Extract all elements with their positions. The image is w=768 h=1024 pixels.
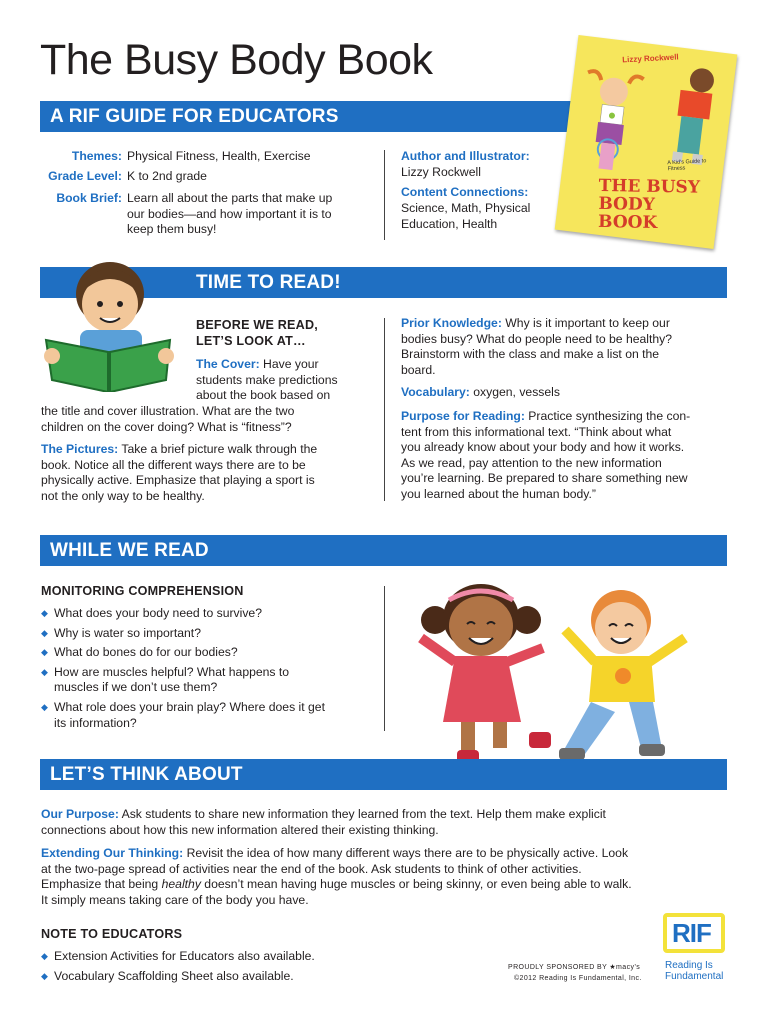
vocabulary-line: Vocabulary: oxygen, vessels xyxy=(401,385,560,399)
reading-child-illustration xyxy=(38,252,178,392)
rif-tagline: Reading Is Fundamental xyxy=(665,960,724,982)
list-item: ◆ What role does your brain play? Where does it get its information? xyxy=(41,700,371,731)
cover-title: THE BUSY BODY BOOK xyxy=(597,175,701,233)
note-list xyxy=(41,949,441,988)
list-item: ◆ Vocabulary Scaffolding Sheet also available. xyxy=(41,969,441,985)
divider xyxy=(384,318,385,501)
cover-paragraph-top: The Cover: Have your students make predictions about the book based on xyxy=(196,357,338,403)
divider xyxy=(384,586,385,731)
before-heading: BEFORE WE READ, LET’S LOOK AT… xyxy=(196,318,318,348)
list-item: ◆ Why is water so important? xyxy=(41,626,371,642)
pictures-paragraph: The Pictures: Take a brief picture walk through the book. Notice all the different ways there are to be physically active. Emphasize that playing a sport is not the only way to be healthy. xyxy=(41,442,318,503)
themes-value: Physical Fitness, Health, Exercise xyxy=(127,149,311,163)
sponsor-line: PROUDLY SPONSORED BY ★macy’s xyxy=(508,964,641,971)
prior-knowledge-paragraph: Prior Knowledge: Why is it important to keep our bodies busy? What do people need to be healthy? Brainstorm with the class and make a list on the board. xyxy=(401,316,673,377)
list-item: ◆ What does your body need to survive? xyxy=(41,606,371,622)
divider xyxy=(384,150,385,240)
list-item: ◆ Extension Activities for Educators also available. xyxy=(41,949,441,965)
purpose-paragraph: Purpose for Reading: Practice synthesizing the con- tent from this informational text. “Think about what you already know about your body and how it works. As we read, pay attention to the new information you’re learning. Be prepared to share something new you learned about the human body.” xyxy=(401,409,691,501)
grade-label: Grade Level: xyxy=(48,169,122,183)
cover-paragraph-bottom: the title and cover illustration. What are the two children on the cover doing? What is “fitness”? xyxy=(41,404,295,434)
copyright: ©2012 Reading Is Fundamental, Inc. xyxy=(514,975,642,982)
our-purpose-paragraph: Our Purpose: Ask students to share new information they learned from the text. Help them make explicit connections about how this new information altered their existing thinking. xyxy=(41,807,606,837)
section-heading-think: LET’S THINK ABOUT xyxy=(50,764,243,785)
monitoring-questions xyxy=(41,606,371,735)
rif-logo: RIF xyxy=(663,913,725,953)
cover-subtitle: A Kid’s Guide to Fitness xyxy=(667,158,707,173)
page-title: The Busy Body Book xyxy=(40,36,433,84)
section-heading-guide: A RIF GUIDE FOR EDUCATORS xyxy=(50,106,339,127)
book-cover-image xyxy=(555,35,738,249)
note-heading: NOTE TO EDUCATORS xyxy=(41,927,183,941)
extending-thinking-paragraph: Extending Our Thinking: Revisit the idea of how many different ways there are to be physically active. Look at the two-page spread of activities near the end of the book. Ask students to think of other activities. Emphasize that being healthy doesn’t mean having huge muscles or being skinny, or even being able to walk. It simply means taking care of the body you have. xyxy=(41,846,632,907)
section-heading-read: TIME TO READ! xyxy=(196,272,341,293)
list-item: ◆ How are muscles helpful? What happens to muscles if we don’t use them? xyxy=(41,665,371,696)
author-label: Author and Illustrator: xyxy=(401,149,530,163)
author-value: Lizzy Rockwell xyxy=(401,165,481,179)
content-value: Science, Math, Physical Education, Health xyxy=(401,201,531,231)
dancing-children-illustration xyxy=(415,572,705,782)
brief-value: Learn all about the parts that make up our bodies—and how important it is to keep them busy! xyxy=(127,191,333,237)
grade-value: K to 2nd grade xyxy=(127,169,207,183)
brief-label: Book Brief: xyxy=(56,191,122,205)
monitoring-heading: MONITORING COMPREHENSION xyxy=(41,584,244,598)
list-item: ◆ What do bones do for our bodies? xyxy=(41,645,371,661)
themes-label: Themes: xyxy=(71,149,122,163)
content-label: Content Connections: xyxy=(401,185,529,199)
cover-author: Lizzy Rockwell xyxy=(622,52,679,65)
section-heading-while: WHILE WE READ xyxy=(50,540,209,561)
